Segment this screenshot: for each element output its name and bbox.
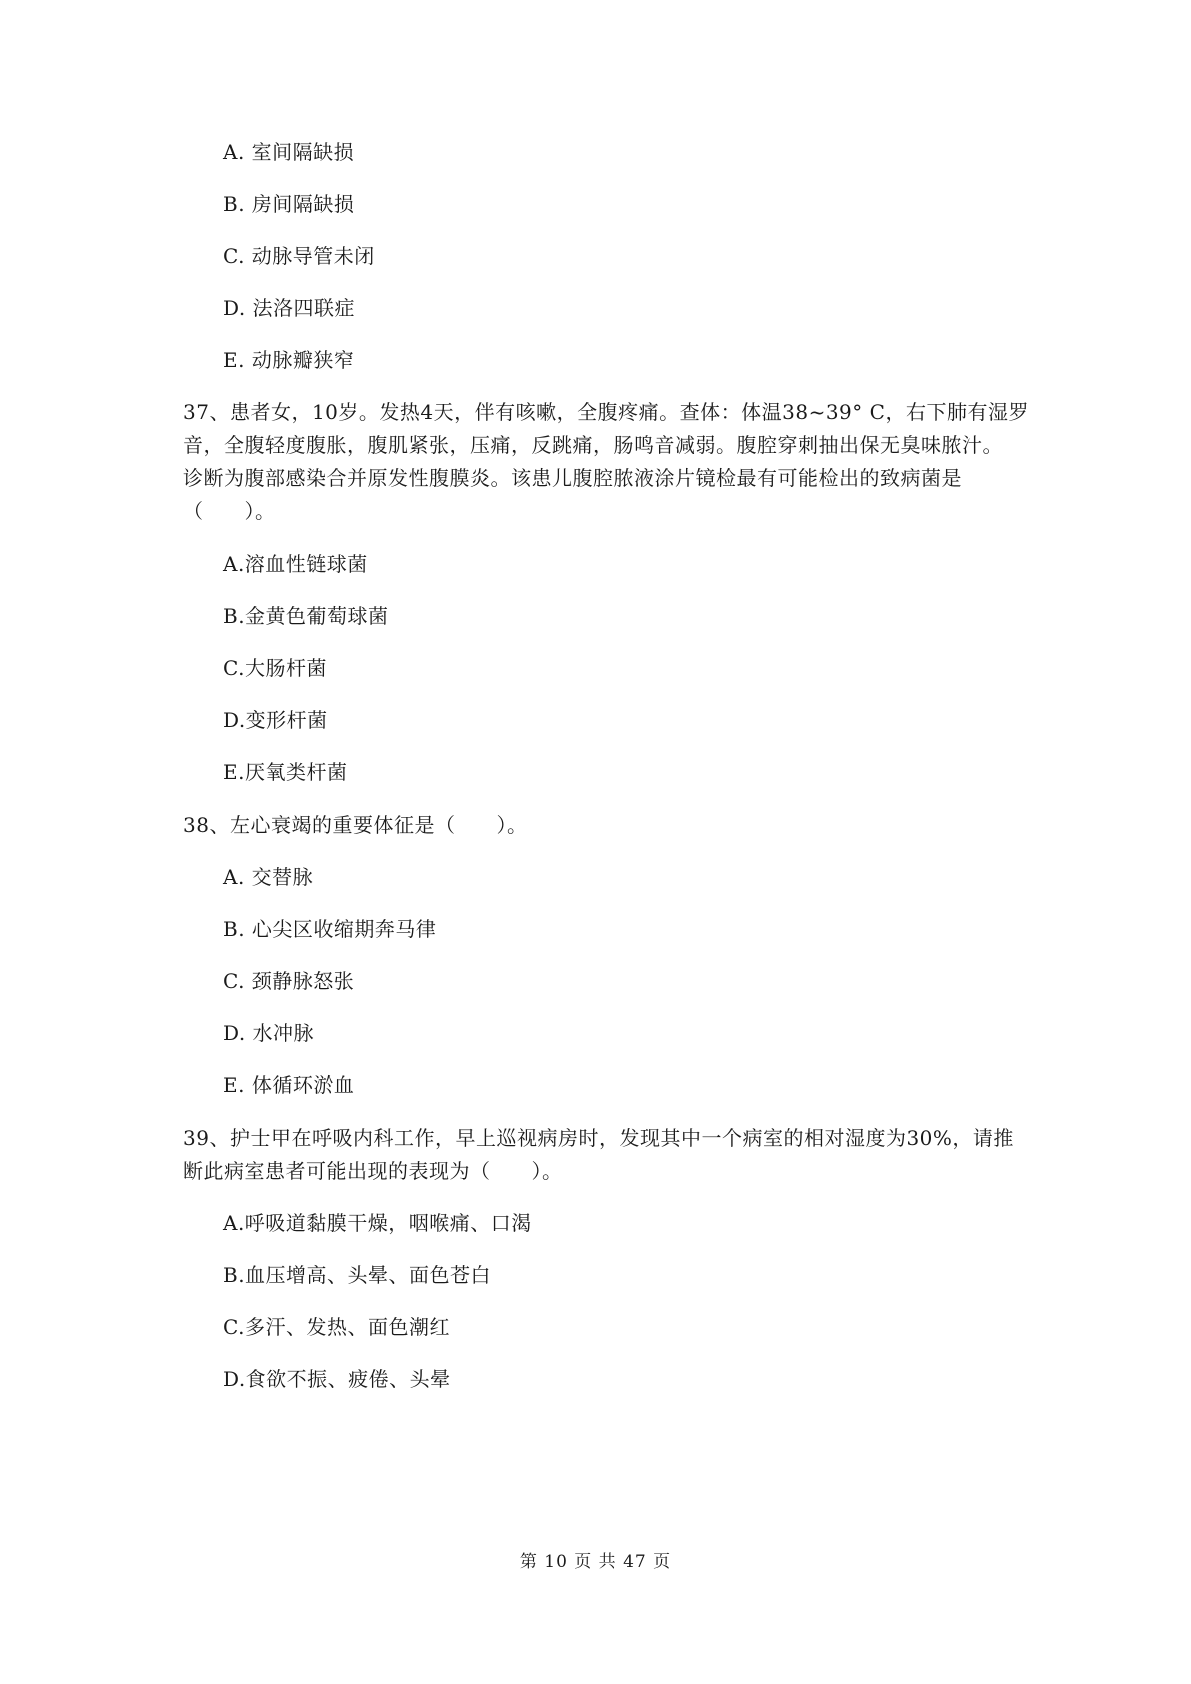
q38-option-d: D. 水冲脉 bbox=[223, 1021, 315, 1045]
q36-option-e: E. 动脉瓣狭窄 bbox=[223, 348, 355, 372]
q37-option-a: A.溶血性链球菌 bbox=[223, 552, 368, 576]
q39-option-a: A.呼吸道黏膜干燥，咽喉痛、口渴 bbox=[223, 1211, 532, 1235]
q36-option-c: C. 动脉导管未闭 bbox=[223, 244, 375, 268]
q38-option-a: A. 交替脉 bbox=[223, 865, 314, 889]
q37-option-c: C.大肠杆菌 bbox=[223, 656, 327, 680]
q38-option-e: E. 体循环淤血 bbox=[223, 1073, 355, 1097]
q39-option-d: D.食欲不振、疲倦、头晕 bbox=[223, 1367, 451, 1391]
q37-stem-line-1: 37、患者女，10岁。发热4天，伴有咳嗽，全腹疼痛。查体：体温38~39° C，右下肺有湿罗 bbox=[183, 400, 1029, 424]
page-footer: 第 10 页 共 47 页 bbox=[519, 1552, 672, 1572]
q39-option-c: C.多汗、发热、面色潮红 bbox=[223, 1315, 450, 1339]
q37-stem-line-2: 音，全腹轻度腹胀，腹肌紧张，压痛，反跳痛，肠鸣音减弱。腹腔穿刺抽出保无臭味脓汁。 bbox=[183, 433, 1003, 457]
q36-option-d: D. 法洛四联症 bbox=[223, 296, 356, 320]
q39-stem-line-2: 断此病室患者可能出现的表现为（ ）。 bbox=[183, 1159, 563, 1183]
q39-stem-line-1: 39、护士甲在呼吸内科工作，早上巡视病房时，发现其中一个病室的相对湿度为30%，请推 bbox=[183, 1126, 1014, 1150]
q37-option-b: B.金黄色葡萄球菌 bbox=[223, 604, 389, 628]
q39-option-b: B.血压增高、头晕、面色苍白 bbox=[223, 1263, 492, 1287]
q38-option-b: B. 心尖区收缩期奔马律 bbox=[223, 917, 437, 941]
q37-option-d: D.变形杆菌 bbox=[223, 708, 328, 732]
q36-option-a: A. 室间隔缺损 bbox=[223, 140, 355, 164]
q38-stem: 38、左心衰竭的重要体征是（ ）。 bbox=[183, 813, 528, 837]
q37-option-e: E.厌氧类杆菌 bbox=[223, 760, 348, 784]
q38-option-c: C. 颈静脉怒张 bbox=[223, 969, 355, 993]
q37-stem-line-3: 诊断为腹部感染合并原发性腹膜炎。该患儿腹腔脓液涂片镜检最有可能检出的致病菌是 bbox=[183, 466, 962, 490]
q37-stem-line-4: （ ）。 bbox=[183, 499, 276, 523]
q36-option-b: B. 房间隔缺损 bbox=[223, 192, 355, 216]
